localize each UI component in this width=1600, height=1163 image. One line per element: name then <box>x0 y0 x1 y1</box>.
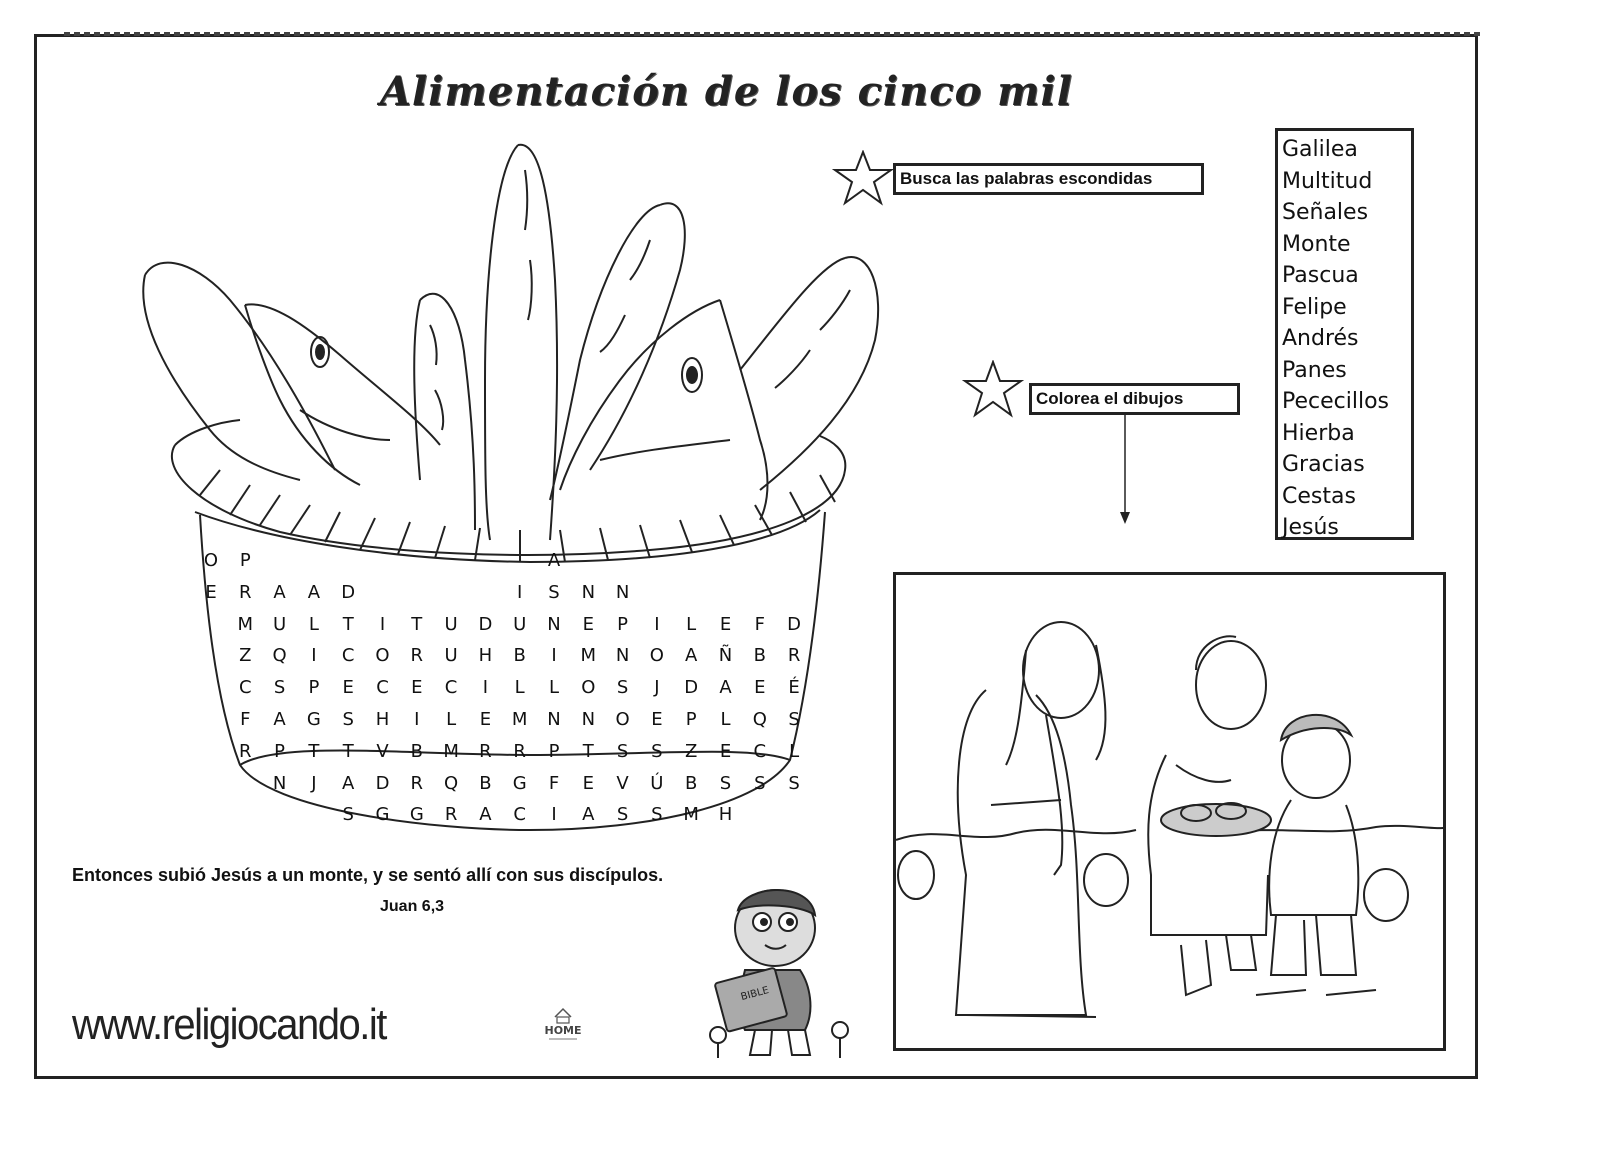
perforation-mark <box>1084 32 1090 36</box>
word-search-letter[interactable]: N <box>615 581 630 603</box>
perforation-mark <box>414 32 420 36</box>
word-search-letter[interactable]: I <box>379 613 386 635</box>
word-search-letter[interactable]: B <box>513 645 526 667</box>
perforation-mark <box>244 32 250 36</box>
perforation-mark <box>1114 32 1120 36</box>
word-search-letter[interactable]: C <box>444 677 458 699</box>
home-label: HOME <box>544 1024 582 1037</box>
word-search-letter[interactable]: P <box>685 708 697 730</box>
word-list-item: Monte <box>1282 231 1351 257</box>
perforation-mark <box>134 32 140 36</box>
word-search-letter[interactable]: E <box>205 581 217 603</box>
word-search-letter[interactable]: P <box>274 740 286 762</box>
website-url[interactable]: www.religiocando.it <box>72 1001 386 1049</box>
perforation-mark <box>514 32 520 36</box>
perforation-mark <box>354 32 360 36</box>
word-search-letter[interactable]: N <box>581 708 596 730</box>
word-search-letter[interactable]: P <box>308 677 320 699</box>
perforation-mark <box>1304 32 1310 36</box>
perforation-mark <box>1144 32 1150 36</box>
perforation-mark <box>374 32 380 36</box>
perforation-mark <box>434 32 440 36</box>
word-search-letter[interactable]: S <box>342 708 354 730</box>
word-search-letter[interactable]: I <box>517 581 523 603</box>
perforation-mark <box>1044 32 1050 36</box>
jesus-disciples-boy-illustration <box>896 575 1446 1051</box>
perforation-mark <box>1254 32 1260 36</box>
perforation-mark <box>814 32 820 36</box>
perforation-mark <box>754 32 760 36</box>
word-search-letter[interactable]: R <box>410 645 424 667</box>
perforation-mark <box>634 32 640 36</box>
perforation-mark <box>524 32 530 36</box>
word-search-letter[interactable]: C <box>239 677 252 699</box>
perforation-mark <box>894 32 900 36</box>
perforation-mark <box>1024 32 1030 36</box>
word-search-letter[interactable]: E <box>411 677 423 699</box>
word-search-letter[interactable]: I <box>654 613 660 635</box>
word-list-item: Andrés <box>1282 326 1359 351</box>
perforation-mark <box>1104 32 1110 36</box>
word-search-letter[interactable]: R <box>239 581 252 603</box>
coloring-picture <box>893 572 1446 1051</box>
perforation-mark <box>824 32 830 36</box>
perforation-mark <box>934 32 940 36</box>
perforation-mark <box>104 32 110 36</box>
home-logo[interactable] <box>535 1007 591 1048</box>
word-search-letter[interactable]: J <box>654 677 660 699</box>
perforation-mark <box>834 32 840 36</box>
word-search-letter[interactable]: D <box>787 613 802 635</box>
perforation-mark <box>644 32 650 36</box>
word-search-letter[interactable]: R <box>410 772 424 794</box>
word-search-letter[interactable]: S <box>616 804 629 826</box>
perforation-mark <box>1274 32 1280 36</box>
perforation-mark <box>294 32 300 36</box>
word-search-letter[interactable]: A <box>273 581 286 603</box>
perforation-mark <box>324 32 330 36</box>
word-list-item: Panes <box>1282 357 1347 383</box>
word-search-letter[interactable]: A <box>342 772 355 794</box>
perforation-mark <box>904 32 910 36</box>
word-search-letter[interactable]: G <box>375 804 390 826</box>
perforation-mark <box>604 32 610 36</box>
perforation-mark <box>804 32 810 36</box>
word-search-letter[interactable]: B <box>479 772 492 794</box>
word-search-letter[interactable]: T <box>342 613 354 635</box>
perforation-mark <box>914 32 920 36</box>
bible-verse: Entonces subió Jesús a un monte, y se sentó allí con sus discípulos. <box>72 865 664 885</box>
perforation-mark <box>494 32 500 36</box>
perforation-mark <box>1264 32 1270 36</box>
perforation-mark <box>1414 32 1420 36</box>
perforation-mark <box>184 32 190 36</box>
perforation-mark <box>234 32 240 36</box>
perforation-mark <box>744 32 750 36</box>
word-search-letter[interactable]: Z <box>239 645 252 667</box>
perforation-mark <box>1004 32 1010 36</box>
word-search-letter[interactable]: Ñ <box>718 645 733 667</box>
word-search-letter[interactable]: C <box>753 740 767 762</box>
word-search-letter[interactable]: M <box>683 804 699 826</box>
word-search-letter[interactable]: G <box>512 772 527 794</box>
word-search-letter[interactable]: Q <box>752 708 767 730</box>
perforation-mark <box>1434 32 1440 36</box>
perforation-mark <box>1094 32 1100 36</box>
perforation-mark <box>1124 32 1130 36</box>
perforation-mark <box>1224 32 1230 36</box>
word-search-letter[interactable]: E <box>479 708 492 730</box>
word-search-letter[interactable]: A <box>307 581 321 603</box>
perforation-mark <box>1234 32 1240 36</box>
word-search-letter[interactable]: N <box>615 645 630 667</box>
perforation-mark <box>944 32 950 36</box>
perforation-mark <box>1424 32 1430 36</box>
word-list-item: Galilea <box>1282 137 1358 162</box>
word-search-letter[interactable]: T <box>308 740 320 762</box>
word-search-letter[interactable]: N <box>272 772 287 794</box>
word-list-item: Señales <box>1282 200 1369 225</box>
perforation-mark <box>614 32 620 36</box>
word-list <box>1275 128 1414 540</box>
word-search-letter[interactable]: T <box>342 740 354 762</box>
boy-reading-bible-illustration <box>700 880 860 1060</box>
word-search-letter[interactable]: C <box>376 677 389 699</box>
perforation-mark <box>174 32 180 36</box>
perforation-mark <box>964 32 970 36</box>
word-search-letter[interactable]: L <box>514 677 525 699</box>
perforation-mark <box>154 32 160 36</box>
word-search-letter[interactable]: S <box>754 772 766 794</box>
word-search-letter[interactable]: R <box>444 804 458 826</box>
perforated-edge <box>60 30 1480 40</box>
perforation-mark <box>1364 32 1370 36</box>
word-search-letter[interactable]: E <box>651 708 663 730</box>
perforation-mark <box>84 32 90 36</box>
word-search-letter[interactable]: C <box>513 804 526 826</box>
word-search-letter[interactable]: S <box>273 677 286 699</box>
perforation-mark <box>454 32 460 36</box>
perforation-mark <box>1074 32 1080 36</box>
perforation-mark <box>594 32 600 36</box>
word-search-letter[interactable]: A <box>685 645 698 667</box>
word-search-letter[interactable]: L <box>789 740 800 762</box>
perforation-mark <box>1134 32 1140 36</box>
word-search-letter[interactable]: I <box>551 804 557 826</box>
perforation-mark <box>144 32 150 36</box>
word-search-letter[interactable]: U <box>513 613 527 635</box>
word-search-letter[interactable]: D <box>684 677 699 699</box>
word-search-letter[interactable]: O <box>581 677 596 699</box>
word-search-letter[interactable]: M <box>237 613 254 635</box>
perforation-mark <box>194 32 200 36</box>
perforation-mark <box>1284 32 1290 36</box>
word-search-letter[interactable]: S <box>651 804 663 826</box>
perforation-mark <box>714 32 720 36</box>
word-search-letter[interactable]: S <box>342 804 354 826</box>
word-search-letter[interactable]: S <box>548 581 560 603</box>
word-search-letter[interactable]: L <box>446 708 457 730</box>
perforation-mark <box>1154 32 1160 36</box>
perforation-mark <box>574 32 580 36</box>
word-search-letter[interactable]: R <box>479 740 492 762</box>
word-search-letter[interactable]: N <box>581 581 596 603</box>
word-list-item: Multitud <box>1282 168 1373 194</box>
word-search-letter[interactable]: E <box>342 677 354 699</box>
instruction-search: Busca las palabras escondidas <box>893 163 1204 195</box>
perforation-mark <box>784 32 790 36</box>
perforation-mark <box>204 32 210 36</box>
word-search-letter[interactable]: A <box>547 550 561 571</box>
word-search-letter[interactable]: P <box>617 613 629 635</box>
perforation-mark <box>1054 32 1060 36</box>
perforation-mark <box>1294 32 1300 36</box>
perforation-mark <box>74 32 80 36</box>
perforation-mark <box>854 32 860 36</box>
word-search-letter[interactable]: B <box>685 772 698 794</box>
word-search-letter[interactable]: F <box>754 613 765 635</box>
perforation-mark <box>1184 32 1190 36</box>
perforation-mark <box>844 32 850 36</box>
perforation-mark <box>694 32 700 36</box>
instruction-color: Colorea el dibujos <box>1029 383 1240 415</box>
word-search-letter[interactable]: S <box>719 772 732 794</box>
word-search-letter[interactable]: E <box>582 613 594 635</box>
perforation-mark <box>624 32 630 36</box>
perforation-mark <box>954 32 960 36</box>
bible-label: BIBLE <box>739 985 771 1004</box>
perforation-mark <box>504 32 510 36</box>
word-search-letter[interactable]: L <box>720 708 731 730</box>
word-list-item: Cestas <box>1282 483 1356 509</box>
perforation-mark <box>974 32 980 36</box>
word-search-letter[interactable]: S <box>616 740 629 762</box>
word-search-letter[interactable]: B <box>753 645 766 667</box>
word-list-item: Felipe <box>1282 294 1347 320</box>
perforation-mark <box>564 32 570 36</box>
word-search-letter[interactable]: H <box>718 804 733 826</box>
word-list-item: Pascua <box>1282 263 1359 288</box>
word-search-letter[interactable]: I <box>551 645 557 667</box>
perforation-mark <box>794 32 800 36</box>
perforation-mark <box>464 32 470 36</box>
word-search-letter[interactable]: S <box>788 772 800 794</box>
word-search-letter[interactable]: R <box>239 740 252 762</box>
word-search-letter[interactable]: B <box>410 740 423 762</box>
home-icon <box>535 1007 591 1043</box>
word-search-letter[interactable]: L <box>308 613 319 635</box>
word-search-letter[interactable]: H <box>375 708 390 730</box>
perforation-mark <box>224 32 230 36</box>
word-search-letter[interactable]: H <box>478 645 493 667</box>
perforation-mark <box>584 32 590 36</box>
word-search-letter[interactable]: E <box>582 772 594 794</box>
perforation-mark <box>1244 32 1250 36</box>
perforation-mark <box>684 32 690 36</box>
word-search-letter[interactable]: V <box>376 740 389 762</box>
word-list-item: Hierba <box>1282 420 1355 446</box>
perforation-mark <box>394 32 400 36</box>
perforation-mark <box>884 32 890 36</box>
perforation-mark <box>444 32 450 36</box>
word-search-letter[interactable]: D <box>341 581 356 603</box>
word-search-letter[interactable]: U <box>273 613 287 635</box>
word-search-letter[interactable]: S <box>616 677 629 699</box>
word-search-letter[interactable]: E <box>719 740 732 762</box>
word-search-letter[interactable]: P <box>239 550 251 571</box>
perforation-mark <box>1344 32 1350 36</box>
word-search-letter[interactable]: R <box>513 740 526 762</box>
perforation-mark <box>164 32 170 36</box>
perforation-mark <box>424 32 430 36</box>
word-search-letter[interactable]: O <box>375 645 390 667</box>
perforation-mark <box>984 32 990 36</box>
perforation-mark <box>1174 32 1180 36</box>
word-search-letter[interactable]: N <box>547 613 561 635</box>
perforation-mark <box>484 32 490 36</box>
perforation-mark <box>1444 32 1450 36</box>
word-search-letter[interactable]: L <box>686 613 697 635</box>
perforation-mark <box>284 32 290 36</box>
perforation-mark <box>734 32 740 36</box>
word-search-letter[interactable]: F <box>240 708 251 730</box>
word-search-letter[interactable]: C <box>341 645 355 667</box>
perforation-mark <box>654 32 660 36</box>
word-search-letter[interactable]: O <box>203 550 219 571</box>
word-search-letter[interactable]: N <box>547 708 561 730</box>
word-search-letter[interactable]: J <box>311 772 317 794</box>
word-search-letter[interactable]: M <box>580 645 597 667</box>
word-search-letter[interactable]: A <box>479 804 492 826</box>
perforation-mark <box>774 32 780 36</box>
perforation-mark <box>554 32 560 36</box>
word-search-letter[interactable]: S <box>651 740 663 762</box>
perforation-mark <box>94 32 100 36</box>
word-search-letter[interactable]: O <box>615 708 630 730</box>
word-search-letter[interactable]: T <box>582 740 594 762</box>
word-search-letter[interactable]: I <box>482 677 489 699</box>
perforation-mark <box>1404 32 1410 36</box>
perforation-mark <box>664 32 670 36</box>
word-search-letter[interactable]: A <box>273 708 286 730</box>
arrow-down-icon <box>1115 414 1135 526</box>
perforation-mark <box>114 32 120 36</box>
perforation-mark <box>674 32 680 36</box>
word-search-letter[interactable]: T <box>411 613 423 635</box>
word-search-letter[interactable]: I <box>414 708 420 730</box>
word-search-letter[interactable]: É <box>788 677 800 699</box>
perforation-mark <box>64 32 70 36</box>
perforation-mark <box>1334 32 1340 36</box>
word-search-letter[interactable]: I <box>311 645 317 667</box>
word-search-letter[interactable]: F <box>548 772 560 794</box>
perforation-mark <box>274 32 280 36</box>
perforation-mark <box>1214 32 1220 36</box>
perforation-mark <box>1474 32 1480 36</box>
word-search-letter[interactable]: E <box>754 677 766 699</box>
perforation-mark <box>1194 32 1200 36</box>
word-search-letter[interactable]: A <box>719 677 732 699</box>
star-icon <box>962 360 1024 418</box>
perforation-mark <box>704 32 710 36</box>
verse-reference: Juan 6,3 <box>380 898 445 915</box>
perforation-mark <box>344 32 350 36</box>
perforation-mark <box>764 32 770 36</box>
perforation-mark <box>534 32 540 36</box>
word-search-letter[interactable]: A <box>582 804 595 826</box>
perforation-mark <box>1354 32 1360 36</box>
word-search-letter[interactable]: V <box>616 772 629 794</box>
word-list-item: Pececillos <box>1282 389 1390 414</box>
perforation-mark <box>1374 32 1380 36</box>
perforation-mark <box>264 32 270 36</box>
word-search-letter[interactable]: S <box>788 708 800 730</box>
perforation-mark <box>1014 32 1020 36</box>
word-search-letter[interactable]: E <box>719 613 732 635</box>
perforation-mark <box>254 32 260 36</box>
perforation-mark <box>1384 32 1390 36</box>
word-search-letter[interactable]: O <box>649 645 664 667</box>
word-search-letter[interactable]: Z <box>685 740 698 762</box>
word-search-letter[interactable]: M <box>443 740 459 762</box>
page-title: Alimentación de los cinco mil <box>380 68 1073 115</box>
word-search-letter[interactable]: U <box>444 645 458 667</box>
perforation-mark <box>334 32 340 36</box>
word-search-letter[interactable]: G <box>409 804 424 826</box>
perforation-mark <box>924 32 930 36</box>
word-list-item: Jesús <box>1282 515 1339 540</box>
perforation-mark <box>1324 32 1330 36</box>
word-search-letter[interactable]: R <box>787 645 801 667</box>
perforation-mark <box>124 32 130 36</box>
word-search-letter[interactable]: Ú <box>650 772 664 794</box>
perforation-mark <box>404 32 410 36</box>
perforation-mark <box>384 32 390 36</box>
word-search-letter[interactable]: L <box>548 677 560 699</box>
perforation-mark <box>1064 32 1070 36</box>
perforation-mark <box>874 32 880 36</box>
perforation-mark <box>1034 32 1040 36</box>
perforation-mark <box>1204 32 1210 36</box>
perforation-mark <box>724 32 730 36</box>
perforation-mark <box>474 32 480 36</box>
word-search-letter[interactable]: Q <box>444 772 459 794</box>
word-search-letter[interactable]: M <box>511 708 528 730</box>
perforation-mark <box>1454 32 1460 36</box>
word-search-letter[interactable]: D <box>375 772 390 794</box>
word-search-letter[interactable]: D <box>478 613 493 635</box>
perforation-mark <box>994 32 1000 36</box>
word-search-letter[interactable]: U <box>444 613 458 635</box>
word-search-letter[interactable]: Q <box>272 645 287 667</box>
perforation-mark <box>1164 32 1170 36</box>
perforation-mark <box>1464 32 1470 36</box>
perforation-mark <box>314 32 320 36</box>
perforation-mark <box>1314 32 1320 36</box>
perforation-mark <box>1394 32 1400 36</box>
perforation-mark <box>214 32 220 36</box>
word-search-letter[interactable]: G <box>306 708 321 730</box>
perforation-mark <box>544 32 550 36</box>
perforation-mark <box>864 32 870 36</box>
word-search-letter[interactable]: P <box>548 740 560 762</box>
perforation-mark <box>304 32 310 36</box>
word-list-item: Gracias <box>1282 452 1365 477</box>
perforation-mark <box>364 32 370 36</box>
